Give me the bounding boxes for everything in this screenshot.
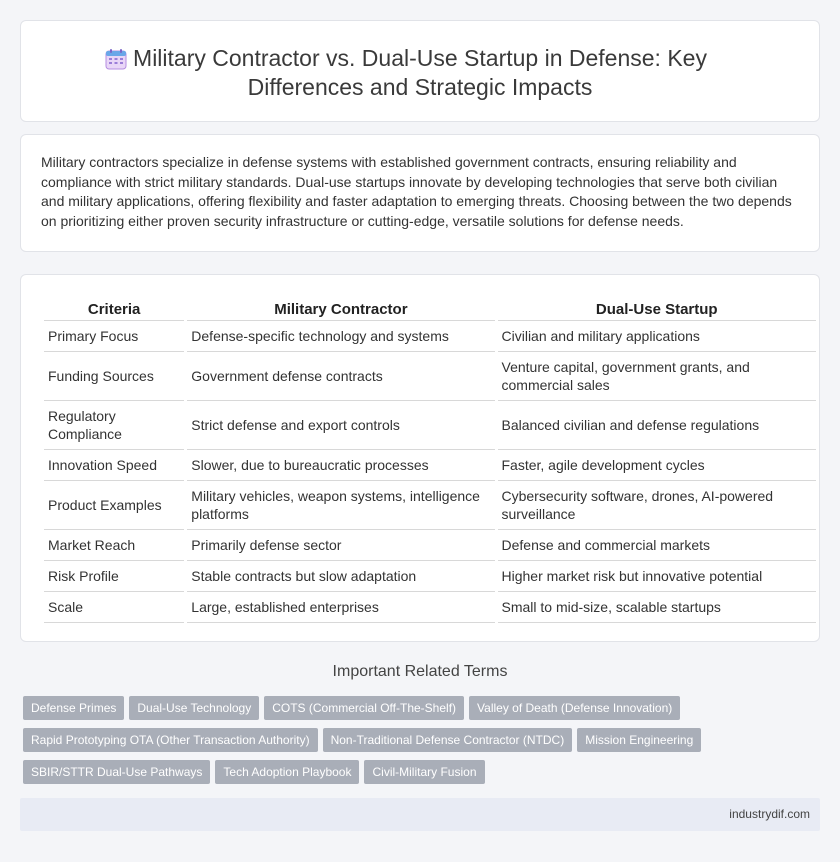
cell-criteria: Primary Focus	[44, 321, 184, 352]
cell-military: Strict defense and export controls	[187, 401, 494, 450]
tag-tech-adoption-playbook[interactable]: Tech Adoption Playbook	[215, 760, 359, 784]
header-military-contractor: Military Contractor	[187, 294, 494, 321]
cell-criteria: Funding Sources	[44, 352, 184, 401]
cell-startup: Civilian and military applications	[498, 321, 817, 352]
related-terms-heading: Important Related Terms	[332, 663, 508, 680]
tag-sbir-sttr[interactable]: SBIR/STTR Dual-Use Pathways	[23, 760, 210, 784]
cell-startup: Balanced civilian and defense regulations	[498, 401, 817, 450]
cell-military: Primarily defense sector	[187, 530, 494, 561]
comparison-card	[20, 274, 820, 642]
related-terms-list	[23, 696, 703, 792]
cell-startup: Venture capital, government grants, and commercial sales	[498, 352, 817, 401]
cell-criteria: Risk Profile	[44, 561, 184, 592]
tag-cots[interactable]: COTS (Commercial Off-The-Shelf)	[264, 696, 464, 720]
footer-bar	[20, 798, 820, 831]
header-dual-use-startup: Dual-Use Startup	[498, 294, 817, 321]
cell-criteria: Regulatory Compliance	[44, 401, 184, 450]
tag-rapid-prototyping-ota[interactable]: Rapid Prototyping OTA (Other Transaction Authority)	[23, 728, 318, 752]
cell-criteria: Scale	[44, 592, 184, 623]
table-row	[44, 401, 816, 450]
cell-startup: Small to mid-size, scalable startups	[498, 592, 817, 623]
tag-dual-use-technology[interactable]: Dual-Use Technology	[129, 696, 259, 720]
table-row	[44, 352, 816, 401]
table-row	[44, 321, 816, 352]
header-criteria: Criteria	[44, 294, 184, 321]
cell-criteria: Market Reach	[44, 530, 184, 561]
intro-paragraph: Military contractors specialize in defense systems with established government contracts, ensuring reliability and compliance with strict military standards. Dual-use startups innovate by developing technologies that serve both civilian and military applications, offering flexibility and faster adaptation to emerging threats. Choosing between the two depends on prioritizing either proven security infrastructure or cutting-edge, versatile solutions for defense needs.	[41, 154, 792, 229]
cell-criteria: Innovation Speed	[44, 450, 184, 481]
tag-ntdc[interactable]: Non-Traditional Defense Contractor (NTDC)	[323, 728, 573, 752]
cell-military: Government defense contracts	[187, 352, 494, 401]
cell-startup: Higher market risk but innovative potential	[498, 561, 817, 592]
table-row	[44, 592, 816, 623]
cell-startup: Defense and commercial markets	[498, 530, 817, 561]
cell-military: Slower, due to bureaucratic processes	[187, 450, 494, 481]
cell-military: Large, established enterprises	[187, 592, 494, 623]
tag-mission-engineering[interactable]: Mission Engineering	[577, 728, 701, 752]
table-row	[44, 450, 816, 481]
table-row	[44, 481, 816, 530]
table-header-row	[44, 294, 816, 321]
tag-valley-of-death[interactable]: Valley of Death (Defense Innovation)	[469, 696, 680, 720]
tag-defense-primes[interactable]: Defense Primes	[23, 696, 124, 720]
intro-card	[20, 134, 820, 252]
cell-military: Stable contracts but slow adaptation	[187, 561, 494, 592]
comparison-table	[41, 294, 819, 623]
table-row	[44, 530, 816, 561]
table-row	[44, 561, 816, 592]
cell-criteria: Product Examples	[44, 481, 184, 530]
title-card	[20, 20, 820, 122]
cell-startup: Cybersecurity software, drones, AI-powered surveillance	[498, 481, 817, 530]
page-title: Military Contractor vs. Dual-Use Startup in Defense: Key Differences and Strategic Impacts	[133, 45, 707, 100]
footer-site-link[interactable]: industrydif.com	[729, 807, 810, 821]
tag-civil-military-fusion[interactable]: Civil-Military Fusion	[364, 760, 484, 784]
cell-military: Defense-specific technology and systems	[187, 321, 494, 352]
cell-military: Military vehicles, weapon systems, intelligence platforms	[187, 481, 494, 530]
cell-startup: Faster, agile development cycles	[498, 450, 817, 481]
